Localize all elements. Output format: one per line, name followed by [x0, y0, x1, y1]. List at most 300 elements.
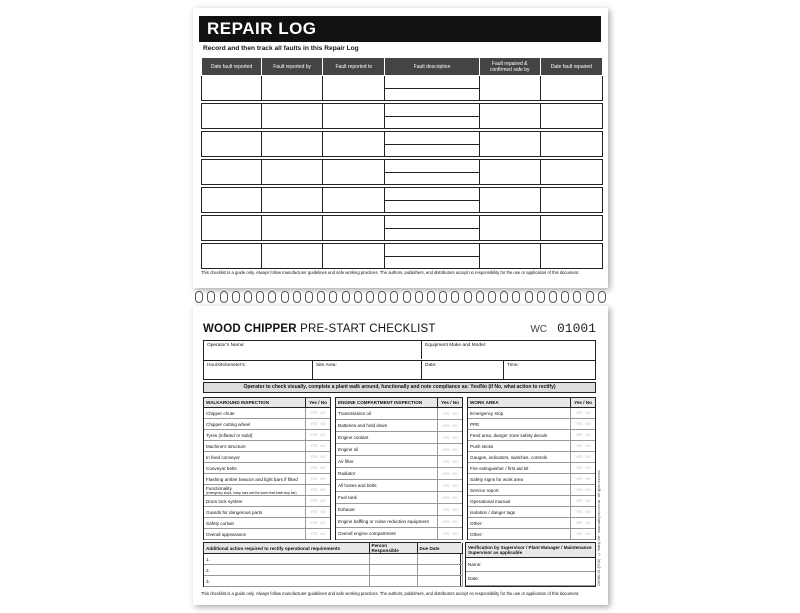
- repair-log-cell[interactable]: [540, 104, 602, 129]
- binding-ring: [329, 291, 337, 303]
- checklist-item: [204, 485, 330, 496]
- checklist-item: [336, 492, 462, 504]
- no-label: NO: [452, 531, 458, 536]
- checklist-item-label: PPE: [468, 419, 571, 430]
- binding-ring: [317, 291, 325, 303]
- checklist-item: [468, 419, 595, 430]
- checklist-item: [468, 463, 595, 474]
- repair-log-cell[interactable]: [323, 132, 385, 157]
- checklist-item: [204, 474, 330, 485]
- checklist-item: [336, 456, 462, 468]
- checklist-item: [468, 485, 595, 496]
- repair-log-cell[interactable]: [385, 76, 479, 101]
- repair-log-cell[interactable]: [202, 160, 262, 185]
- yes-label: YES: [442, 435, 450, 440]
- binding-ring: [415, 291, 423, 303]
- side-copyright-text: OM-WC-01 (0718) · © Safety Net · www.safetynet.com.au · All rights reserved: [597, 470, 601, 586]
- repair-log-cell[interactable]: [262, 160, 323, 185]
- no-label: NO: [585, 488, 591, 492]
- checklist-item-label: All hoses and belts: [336, 480, 438, 492]
- verification-title: Verification by Supervisor / Plant Manager / Maintenance Supervisor as applicable: [466, 543, 595, 558]
- checklist-title-bold: WOOD CHIPPER: [203, 323, 297, 335]
- person-responsible-cell[interactable]: [369, 565, 417, 576]
- no-label: NO: [452, 483, 458, 488]
- checklist-item: [336, 468, 462, 480]
- action-row-number[interactable]: 2.: [204, 565, 369, 576]
- binding-ring: [378, 291, 386, 303]
- yes-no-checkbox[interactable]: [438, 492, 463, 504]
- checklist-item-label: Batteries and hold down: [336, 420, 438, 432]
- yes-label: YES: [575, 433, 583, 437]
- yes-no-checkbox[interactable]: [306, 408, 331, 419]
- binding-ring: [537, 291, 545, 303]
- yes-no-checkbox[interactable]: [571, 485, 596, 496]
- verification-date-field[interactable]: Date:: [466, 572, 595, 586]
- no-label: NO: [320, 510, 326, 514]
- yes-label: YES: [310, 455, 318, 459]
- checklist-item: [204, 419, 330, 430]
- checklist-item: [468, 507, 595, 518]
- yes-label: YES: [442, 423, 450, 428]
- checklist-item-label: Fuel tank: [336, 492, 438, 504]
- action-row: [204, 565, 462, 576]
- checklist-item-label: Engine baffling or noise reduction equipment: [336, 516, 438, 528]
- repair-log-header-row: [202, 58, 603, 76]
- yes-label: YES: [310, 521, 318, 525]
- repair-log-cell[interactable]: [202, 132, 262, 157]
- checklist-title-light: PRE-START CHECKLIST: [300, 323, 436, 335]
- no-label: NO: [320, 466, 326, 470]
- yes-no-checkbox[interactable]: [438, 504, 463, 516]
- checklist-item-label: Conveyor belts: [204, 463, 306, 474]
- yes-label: YES: [575, 488, 583, 492]
- yes-no-checkbox[interactable]: [571, 408, 596, 419]
- yes-no-checkbox[interactable]: [571, 529, 596, 540]
- repair-log-cell[interactable]: [385, 188, 479, 213]
- repair-log-row: [202, 132, 603, 157]
- repair-log-table: [201, 57, 603, 269]
- yes-no-checkbox[interactable]: [306, 496, 331, 507]
- yes-no-checkbox[interactable]: [438, 468, 463, 480]
- checklist-item-label: Other:: [468, 529, 571, 540]
- repair-log-cell[interactable]: [202, 244, 262, 269]
- binding-ring: [500, 291, 508, 303]
- checklist-item-label: Operational manual: [468, 496, 571, 507]
- binding-ring: [390, 291, 398, 303]
- no-label: NO: [585, 510, 591, 514]
- checklist-item-label: Push sticks: [468, 441, 571, 452]
- checklist-item: [468, 441, 595, 452]
- repair-log-cell[interactable]: [479, 132, 540, 157]
- binding-ring: [220, 291, 228, 303]
- no-label: NO: [452, 507, 458, 512]
- repair-log-cell[interactable]: [323, 76, 385, 101]
- checklist-item-label: Guards for dangerous parts: [204, 507, 306, 518]
- yes-label: YES: [310, 466, 318, 470]
- no-label: NO: [320, 521, 326, 525]
- checklist-item-label: Feed area, danger zone safety decals: [468, 430, 571, 441]
- walkaround-section: [203, 397, 331, 540]
- yes-no-checkbox[interactable]: [571, 496, 596, 507]
- engine-section: [335, 397, 463, 540]
- checklist-item: [468, 529, 595, 540]
- yes-no-checkbox[interactable]: [571, 474, 596, 485]
- checklist-item-label: Emergency stop: [468, 408, 571, 419]
- col-reported-by: Fault reported by: [262, 58, 323, 76]
- checklist-item-label: Transmission oil: [336, 408, 438, 420]
- repair-log-title: REPAIR LOG: [199, 16, 601, 42]
- repair-log-row: [202, 76, 603, 101]
- no-label: NO: [320, 532, 326, 536]
- repair-log-cell[interactable]: [323, 188, 385, 213]
- binding-ring: [195, 291, 203, 303]
- repair-log-cell[interactable]: [262, 244, 323, 269]
- binding-ring: [488, 291, 496, 303]
- walkaround-yn-header: Yes / No: [306, 398, 331, 408]
- person-responsible-cell[interactable]: [369, 576, 417, 587]
- yes-no-checkbox[interactable]: [438, 480, 463, 492]
- yes-no-checkbox[interactable]: [306, 463, 331, 474]
- yes-no-checkbox[interactable]: [306, 485, 331, 496]
- checklist-item-label: Flashing amber beacon and light bars if fitted: [204, 474, 306, 485]
- yes-label: YES: [575, 521, 583, 525]
- repair-log-cell[interactable]: [540, 188, 602, 213]
- actions-header-due: Due Date: [417, 543, 462, 554]
- yes-label: YES: [310, 488, 318, 492]
- checklist-page: [193, 306, 608, 605]
- repair-log-cell[interactable]: [202, 104, 262, 129]
- yes-label: YES: [575, 444, 583, 448]
- binding-ring: [293, 291, 301, 303]
- checklist-item-label: Engine oil: [336, 444, 438, 456]
- no-label: NO: [585, 499, 591, 503]
- checklist-disclaimer: This checklist is a guide only. Always follow manufacturer guidelines and safe working practices. The authors, publishers, and distributors accept no responsibility for the use or application of this document.: [201, 591, 580, 596]
- yes-label: YES: [575, 510, 583, 514]
- work-area-section: [467, 397, 596, 540]
- binding-ring: [549, 291, 557, 303]
- checklist-item: [204, 529, 330, 540]
- repair-log-cell[interactable]: [540, 132, 602, 157]
- serial-number: 01001: [556, 321, 596, 336]
- action-row: [204, 554, 462, 565]
- yes-label: YES: [310, 433, 318, 437]
- checklist-item: [204, 463, 330, 474]
- repair-log-row: [202, 244, 603, 269]
- yes-label: YES: [310, 411, 318, 415]
- binding-ring: [232, 291, 240, 303]
- binding-ring: [586, 291, 594, 303]
- binding-ring: [207, 291, 215, 303]
- repair-log-page: [193, 8, 608, 288]
- yes-label: YES: [575, 499, 583, 503]
- yes-label: YES: [310, 510, 318, 514]
- repair-log-row: [202, 104, 603, 129]
- checklist-item-label: Overall engine compartment: [336, 528, 438, 540]
- checklist-item-label: Overall appearance: [204, 529, 306, 540]
- checklist-title: [203, 323, 436, 335]
- checklist-item-label: Radiator: [336, 468, 438, 480]
- binding-ring: [244, 291, 252, 303]
- yes-label: YES: [575, 466, 583, 470]
- yes-label: YES: [442, 471, 450, 476]
- engine-title: ENGINE COMPARTMENT INSPECTION: [336, 398, 438, 408]
- checklist-item-label: Other:: [468, 518, 571, 529]
- yes-label: YES: [575, 532, 583, 536]
- no-label: NO: [320, 411, 326, 415]
- checklist-item-label: Drum lock system: [204, 496, 306, 507]
- repair-log-cell[interactable]: [262, 104, 323, 129]
- no-label: NO: [452, 495, 458, 500]
- no-label: NO: [585, 477, 591, 481]
- yes-label: YES: [310, 444, 318, 448]
- repair-log-cell[interactable]: [385, 104, 479, 129]
- repair-log-cell[interactable]: [385, 244, 479, 269]
- yes-no-checkbox[interactable]: [571, 518, 596, 529]
- yes-label: YES: [575, 477, 583, 481]
- yes-no-checkbox[interactable]: [306, 441, 331, 452]
- no-label: NO: [585, 466, 591, 470]
- functionality-note: (emergency stops, bump bars and the lower feed table stop bar): [206, 490, 297, 495]
- yes-label: YES: [575, 455, 583, 459]
- repair-log-cell[interactable]: [323, 244, 385, 269]
- no-label: NO: [585, 532, 591, 536]
- binding-ring: [464, 291, 472, 303]
- checklist-item: [468, 452, 595, 463]
- date-field[interactable]: Date:: [425, 363, 437, 368]
- checklist-item-label: Exhaust: [336, 504, 438, 516]
- yes-no-checkbox[interactable]: [438, 444, 463, 456]
- yes-label: YES: [575, 422, 583, 426]
- repair-log-cell[interactable]: [479, 188, 540, 213]
- binding-ring: [476, 291, 484, 303]
- yes-no-checkbox[interactable]: [438, 420, 463, 432]
- binding-ring: [256, 291, 264, 303]
- instruction-bar: Operator to check visually, complete a plant walk around, functionally and note compliance as: Yes/No (if No, what action to rectify): [203, 382, 596, 393]
- checklist-item: [468, 518, 595, 529]
- binding-ring: [366, 291, 374, 303]
- no-label: NO: [452, 447, 458, 452]
- yes-label: YES: [442, 411, 450, 416]
- yes-label: YES: [310, 422, 318, 426]
- walkaround-title: WALKAROUND INSPECTION: [204, 398, 306, 408]
- checklist-item: [204, 441, 330, 452]
- repair-log-cell[interactable]: [540, 244, 602, 269]
- binding-ring: [305, 291, 313, 303]
- yes-label: YES: [442, 447, 450, 452]
- repair-log-cell[interactable]: [540, 160, 602, 185]
- checklist-item: [336, 504, 462, 516]
- col-repaired-by: Fault repaired & confirmed safe by: [479, 58, 540, 76]
- binding-ring: [512, 291, 520, 303]
- engine-yn-header: Yes / No: [438, 398, 463, 408]
- repair-log-cell[interactable]: [385, 160, 479, 185]
- repair-log-cell[interactable]: [262, 76, 323, 101]
- yes-label: YES: [310, 499, 318, 503]
- no-label: NO: [452, 435, 458, 440]
- col-date-reported: Date fault reported: [202, 58, 262, 76]
- no-label: NO: [320, 455, 326, 459]
- checklist-item: [204, 507, 330, 518]
- no-label: NO: [320, 433, 326, 437]
- checklist-item: [336, 516, 462, 528]
- yes-label: YES: [442, 531, 450, 536]
- checklist-item: [468, 496, 595, 507]
- yes-no-checkbox[interactable]: [306, 518, 331, 529]
- repair-log-cell[interactable]: [385, 132, 479, 157]
- binding-ring: [281, 291, 289, 303]
- equipment-field[interactable]: Equipment Make and Model:: [425, 343, 487, 348]
- col-date-repaired: Date fault repaired: [540, 58, 602, 76]
- yes-label: YES: [442, 483, 450, 488]
- action-row: [204, 576, 462, 587]
- checklist-item-label: Machine's structure: [204, 441, 306, 452]
- checklist-item-label: Functionality (emergency stops, bump bars and the lower feed table stop bar): [204, 485, 306, 496]
- yes-no-checkbox[interactable]: [438, 408, 463, 420]
- no-label: NO: [320, 422, 326, 426]
- due-date-cell[interactable]: [417, 565, 462, 576]
- actions-header-action: Additional action required to rectify operational requirements: [204, 543, 369, 554]
- person-responsible-cell[interactable]: [369, 554, 417, 565]
- repair-log-cell[interactable]: [262, 132, 323, 157]
- checklist-item-label: Isolation / danger tags: [468, 507, 571, 518]
- yes-label: YES: [310, 532, 318, 536]
- checklist-item: [468, 430, 595, 441]
- col-reported-to: Fault reported to: [323, 58, 385, 76]
- repair-log-cell[interactable]: [323, 104, 385, 129]
- no-label: NO: [320, 499, 326, 503]
- repair-log-cell[interactable]: [262, 188, 323, 213]
- checklist-item: [204, 496, 330, 507]
- repair-log-cell[interactable]: [385, 216, 479, 241]
- operator-info-box: [203, 340, 596, 380]
- repair-log-subtitle: Record and then track all faults in this Repair Log: [203, 45, 359, 52]
- checklist-item: [468, 408, 595, 419]
- yes-label: YES: [442, 495, 450, 500]
- yes-no-checkbox[interactable]: [571, 463, 596, 474]
- repair-log-cell[interactable]: [479, 216, 540, 241]
- checklist-item-label: Fire extinguisher / first aid kit: [468, 463, 571, 474]
- verification-name-field[interactable]: Name:: [466, 558, 595, 572]
- checklist-item-label: Safety signs for work area: [468, 474, 571, 485]
- repair-log-cell[interactable]: [202, 216, 262, 241]
- due-date-cell[interactable]: [417, 576, 462, 587]
- checklist-item-label: Tyres (inflated or solid): [204, 430, 306, 441]
- binding-ring: [573, 291, 581, 303]
- repair-log-row: [202, 216, 603, 241]
- repair-log-cell[interactable]: [540, 216, 602, 241]
- yes-no-checkbox[interactable]: [306, 507, 331, 518]
- checklist-item-label: Chipper chute: [204, 408, 306, 419]
- yes-no-checkbox[interactable]: [438, 432, 463, 444]
- work-area-yn-header: Yes / No: [571, 398, 596, 408]
- repair-log-cell[interactable]: [262, 216, 323, 241]
- checklist-item-label: Engine coolant: [336, 432, 438, 444]
- yes-no-checkbox[interactable]: [571, 507, 596, 518]
- checklist-item: [204, 452, 330, 463]
- repair-log-cell[interactable]: [479, 244, 540, 269]
- repair-log-cell[interactable]: [479, 160, 540, 185]
- repair-log-row: [202, 188, 603, 213]
- yes-no-checkbox[interactable]: [438, 456, 463, 468]
- repair-log-cell[interactable]: [479, 104, 540, 129]
- checklist-item: [336, 480, 462, 492]
- action-row-number[interactable]: 3.: [204, 576, 369, 587]
- time-field[interactable]: Time:: [507, 363, 519, 368]
- yes-no-checkbox[interactable]: [306, 474, 331, 485]
- binding-ring: [403, 291, 411, 303]
- repair-log-cell[interactable]: [323, 160, 385, 185]
- yes-no-checkbox[interactable]: [306, 452, 331, 463]
- yes-no-checkbox[interactable]: [571, 430, 596, 441]
- binding-ring: [342, 291, 350, 303]
- yes-no-checkbox[interactable]: [306, 529, 331, 540]
- no-label: NO: [452, 423, 458, 428]
- serial-prefix: WC: [530, 324, 547, 335]
- additional-actions-box: [203, 542, 461, 587]
- no-label: NO: [320, 477, 326, 481]
- checklist-item: [204, 518, 330, 529]
- binding-ring: [525, 291, 533, 303]
- no-label: NO: [585, 433, 591, 437]
- yes-label: YES: [310, 477, 318, 481]
- repair-log-cell[interactable]: [202, 76, 262, 101]
- no-label: NO: [452, 519, 458, 524]
- operator-name-field[interactable]: Operator's Name:: [207, 343, 245, 348]
- no-label: NO: [320, 488, 326, 492]
- hours-field[interactable]: Hours/Kilometer's:: [207, 363, 247, 368]
- repair-log-cell[interactable]: [202, 188, 262, 213]
- yes-no-checkbox[interactable]: [438, 516, 463, 528]
- binding-ring: [451, 291, 459, 303]
- checklist-item-label: Service report: [468, 485, 571, 496]
- repair-log-cell[interactable]: [540, 76, 602, 101]
- repair-log-cell[interactable]: [479, 76, 540, 101]
- no-label: NO: [452, 411, 458, 416]
- binding-ring: [561, 291, 569, 303]
- no-label: NO: [320, 444, 326, 448]
- yes-label: YES: [442, 507, 450, 512]
- checklist-item: [336, 528, 462, 540]
- checklist-item: [336, 420, 462, 432]
- checklist-item: [204, 430, 330, 441]
- due-date-cell[interactable]: [417, 554, 462, 565]
- checklist-item: [204, 408, 330, 419]
- yes-no-checkbox[interactable]: [571, 441, 596, 452]
- checklist-item-label: In feed conveyor: [204, 452, 306, 463]
- checklist-item: [336, 432, 462, 444]
- checklist-item: [468, 474, 595, 485]
- yes-no-checkbox[interactable]: [571, 419, 596, 430]
- verification-box: [465, 542, 596, 587]
- checklist-item-label: Air filter: [336, 456, 438, 468]
- site-area-field[interactable]: Site Area:: [316, 363, 337, 368]
- no-label: NO: [585, 444, 591, 448]
- yes-no-checkbox[interactable]: [306, 419, 331, 430]
- checklist-item-label: Gauges, indicators, switches, controls: [468, 452, 571, 463]
- yes-no-checkbox[interactable]: [306, 430, 331, 441]
- checklist-item-label: Safety curtain: [204, 518, 306, 529]
- repair-log-cell[interactable]: [323, 216, 385, 241]
- binding-ring: [439, 291, 447, 303]
- no-label: NO: [452, 471, 458, 476]
- yes-label: YES: [442, 459, 450, 464]
- yes-no-checkbox[interactable]: [438, 528, 463, 540]
- binding-ring: [354, 291, 362, 303]
- action-row-number[interactable]: 1.: [204, 554, 369, 565]
- checklist-item: [336, 444, 462, 456]
- yes-label: YES: [575, 411, 583, 415]
- yes-no-checkbox[interactable]: [571, 452, 596, 463]
